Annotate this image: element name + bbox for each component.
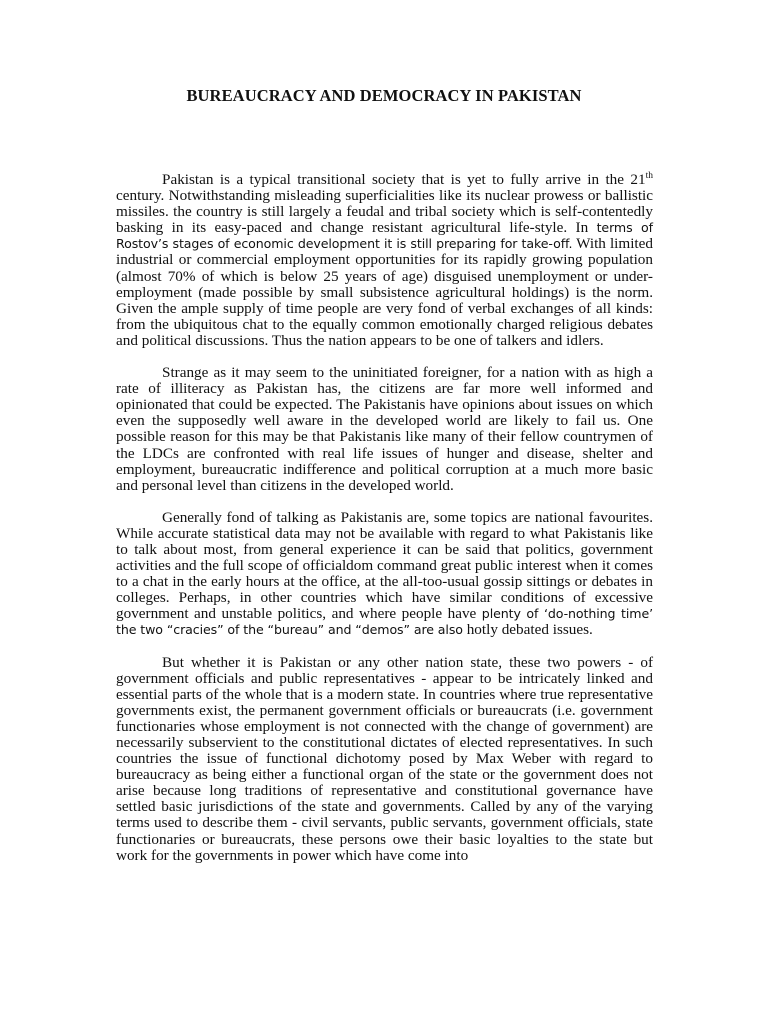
paragraph-1 [116,172,653,349]
paragraph-1-sans-line: terms of Rostov’s stages of economic development it is still preparing for take-off. [116,220,653,252]
paragraph-4: But whether it is Pakistan or any other nation state, these two powers - of government officials and public representatives - appear to be intricately linked and essential parts of the whole that is a modern state. In countries where true representative governments exist, the permanent government officials or bureaucrats (i.e. government functionaries whose employment is not connected with the change of government) are necessarily subservient to the constitutional dictates of elected representatives. In such countries the issue of functional dichotomy posed by Max Weber with regard to bureaucracy as being either a functional organ of the state or the government does not arise because long traditions of representative and constitutional governance have settled basic jurisdictions of the state and governments. Called by any of the varying terms used to describe them - civil servants, public servants, government officials, state functionaries or bureaucrats, these persons owe their basic loyalties to the state but work for the governments in power which have come into [116,653,653,864]
paragraph-1-text-c: With limited industrial or commercial employment opportunities for its rapidly growing population (almost 70% of which is below 25 years of age) disguised unemployment or under-employment (made possible by small subsistence agricultural holdings) is the norm. Given the ample supply of time people are very fond of verbal exchanges of all kinds: from the ubiquitous chat to the equally common emotionally charged religious debates and political discussions. Thus the nation appears to be one of talkers and idlers. [116,235,653,349]
ordinal-superscript: th [645,170,653,181]
document-body [116,172,653,880]
paragraph-1-text-a: Pakistan is a typical transitional society that is yet to fully arrive in the 21 [162,171,646,188]
paragraph-3-text-a: Generally fond of talking as Pakistanis are, some topics are national favourites. While accurate statistical data may not be available with regard to what Pakistanis like to talk about most, from general experience it can be said that politics, government activities and the full scope of officialdom command great public interest when it comes to a chat in the early hours at the office, at the all-too-usual gossip sittings or debates in colleges. Perhaps, in other countries which have similar conditions of excessive government and unstable politics, and where people have [116,508,653,623]
paragraph-3-text-b: hotly debated issues. [462,621,593,639]
paragraph-2: Strange as it may seem to the uninitiated foreigner, for a nation with as high a rate of illiteracy as Pakistan has, the citizens are far more well informed and opinionated that could be expected. The Pakistanis have opinions about issues on which even the supposedly well aware in the developed world are likely to fail us. One possible reason for this may be that Pakistanis like many of their fellow countrymen of the LDCs are confronted with real life issues of hunger and disease, shelter and employment, bureaucratic indifference and political corruption at a much more basic and personal level than citizens in the developed world. [116,364,653,494]
document-title: BUREAUCRACY AND DEMOCRACY IN PAKISTAN [186,86,582,105]
paragraph-3 [116,510,653,639]
paragraph-1-text-b: century. Notwithstanding misleading superficialities like its nuclear prowess or ballistic missiles. the country is still largely a feudal and tribal society which is self-contentedly basking in its easy-paced and change resistant agricultural life-style. In [116,187,653,237]
paragraph-3-sans-line: plenty of ‘do-nothing time’ the two “cracies” of the “bureau” and “demos” are also [116,606,653,638]
